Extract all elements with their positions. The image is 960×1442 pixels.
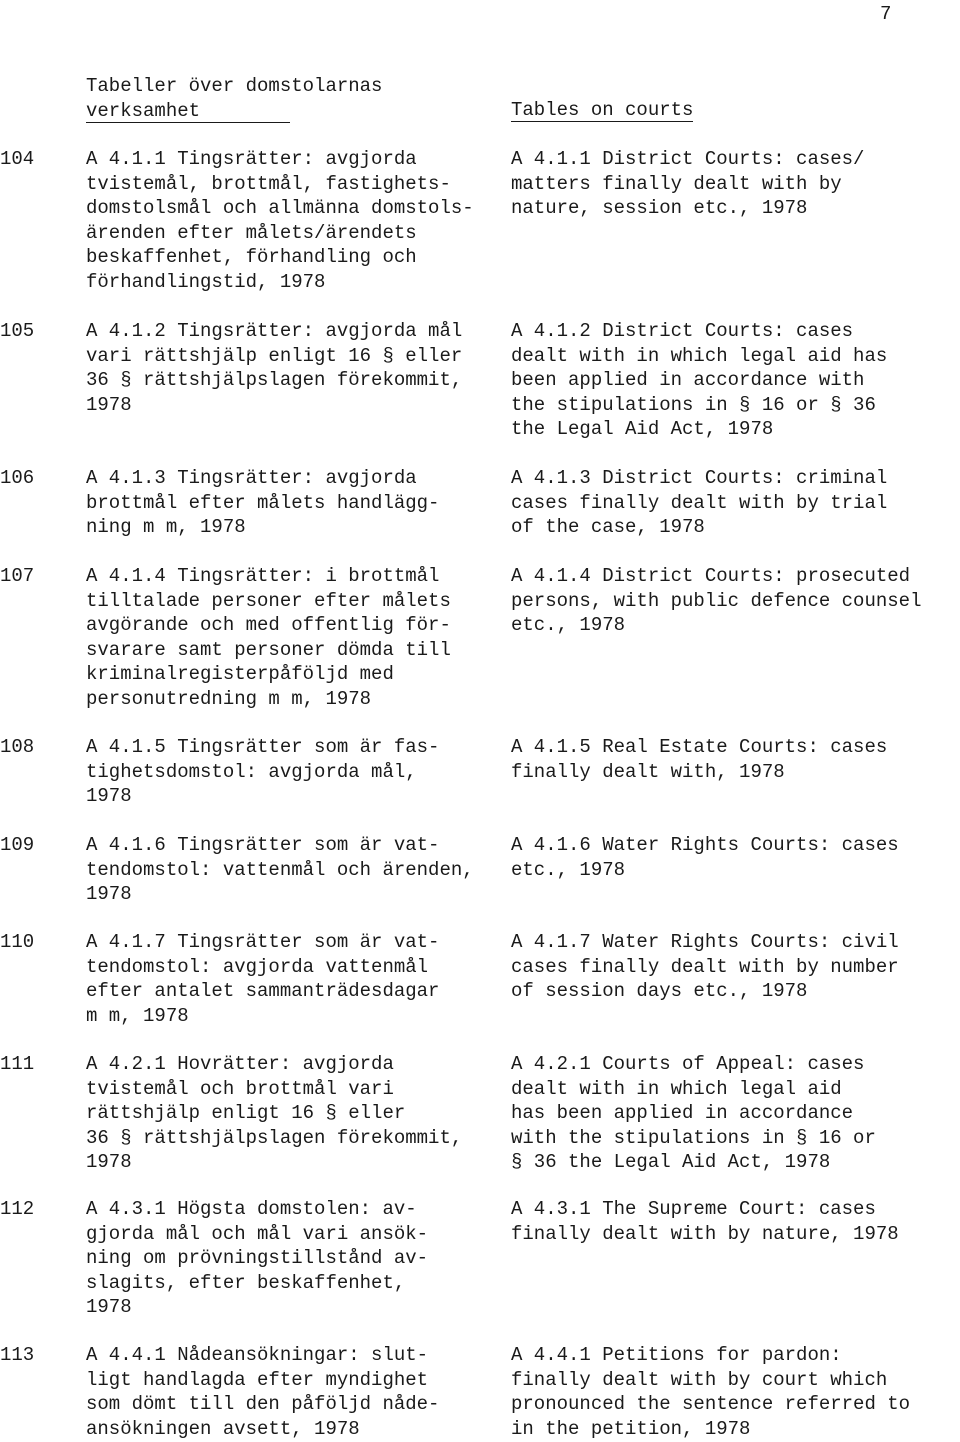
entry-number: 109 xyxy=(0,834,35,856)
entry-title-swedish: A 4.1.1 Tingsrätter: avgjorda tvistemål, brottmål, fastighets- domstolsmål och allmänna domstols- ärenden efter målets/ärendets beskaffenhet, förhandling och förhandlingstid, 1978 xyxy=(86,148,474,293)
entry-title-english: A 4.4.1 Petitions for pardon: finally dealt with by court which pronounced the sentence referred to in the petition, 1978 xyxy=(511,1344,911,1440)
entry-title-english: A 4.3.1 The Supreme Court: cases finally dealt with by nature, 1978 xyxy=(511,1198,899,1245)
entry-title-english: A 4.2.1 Courts of Appeal: cases dealt with in which legal aid has been applied in accordance with the stipulations in § 16 or § 36 the Legal Aid Act, 1978 xyxy=(511,1053,876,1173)
entry-number: 104 xyxy=(0,148,35,170)
entry-title-swedish: A 4.1.3 Tingsrätter: avgjorda brottmål efter målets handlägg- ning m m, 1978 xyxy=(86,467,440,538)
entry-number: 113 xyxy=(0,1344,35,1366)
entry-title-swedish: A 4.1.7 Tingsrätter som är vat- tendomstol: avgjorda vattenmål efter antalet sammanträdesdagar m m, 1978 xyxy=(86,931,440,1027)
entry-title-swedish: A 4.3.1 Högsta domstolen: av- gjorda mål och mål vari ansök- ning om prövningstillstånd av- slagits, efter beskaffenhet, 1978 xyxy=(86,1198,429,1318)
entry-title-english: A 4.1.6 Water Rights Courts: cases etc., 1978 xyxy=(511,834,899,881)
entry-number: 106 xyxy=(0,467,35,489)
entry-title-swedish: A 4.1.6 Tingsrätter som är vat- tendomstol: vattenmål och ärenden, 1978 xyxy=(86,834,474,905)
entry-number: 110 xyxy=(0,931,35,953)
entry-title-english: A 4.1.2 District Courts: cases dealt with in which legal aid has been applied in accordance with the stipulations in § 16 or § 36 the Legal Aid Act, 1978 xyxy=(511,320,888,440)
entry-title-english: A 4.1.1 District Courts: cases/ matters finally dealt with by nature, session etc., 1978 xyxy=(511,148,865,219)
entry-title-swedish: A 4.4.1 Nådeansökningar: slut- ligt handlagda efter myndighet som dömt till den påföljd nåde- ansökningen avsett, 1978 xyxy=(86,1344,440,1440)
entry-number: 112 xyxy=(0,1198,35,1220)
section-heading-english xyxy=(511,98,693,123)
entry-title-english: A 4.1.3 District Courts: criminal cases finally dealt with by trial of the case, 1978 xyxy=(511,467,888,538)
entry-title-english: A 4.1.4 District Courts: prosecuted persons, with public defence counsel etc., 1978 xyxy=(511,565,922,636)
heading-swedish-line2: verksamhet xyxy=(86,100,290,123)
entry-title-swedish: A 4.1.2 Tingsrätter: avgjorda mål vari rättshjälp enligt 16 § eller 36 § rättshjälpslagen förekommit, 1978 xyxy=(86,320,463,416)
section-heading-swedish xyxy=(86,74,506,123)
entry-title-swedish: A 4.2.1 Hovrätter: avgjorda tvistemål och brottmål vari rättshjälp enligt 16 § eller 36 § rättshjälpslagen förekommit, 1978 xyxy=(86,1053,463,1173)
heading-swedish-line1: Tabeller över domstolarnas xyxy=(86,75,383,97)
entry-number: 105 xyxy=(0,320,35,342)
entry-title-swedish: A 4.1.4 Tingsrätter: i brottmål tilltalade personer efter målets avgörande och med offentlig för- svarare samt personer dömda till kriminalregisterpåföljd med personutredning m m, 1978 xyxy=(86,565,451,710)
entry-title-english: A 4.1.5 Real Estate Courts: cases finally dealt with, 1978 xyxy=(511,736,888,783)
entry-title-swedish: A 4.1.5 Tingsrätter som är fas- tighetsdomstol: avgjorda mål, 1978 xyxy=(86,736,440,807)
page-number: 7 xyxy=(880,3,892,25)
entry-title-english: A 4.1.7 Water Rights Courts: civil cases finally dealt with by number of session days etc., 1978 xyxy=(511,931,899,1002)
entry-number: 111 xyxy=(0,1053,35,1075)
entry-number: 108 xyxy=(0,736,35,758)
heading-english-title: Tables on courts xyxy=(511,99,694,121)
entry-number: 107 xyxy=(0,565,35,587)
